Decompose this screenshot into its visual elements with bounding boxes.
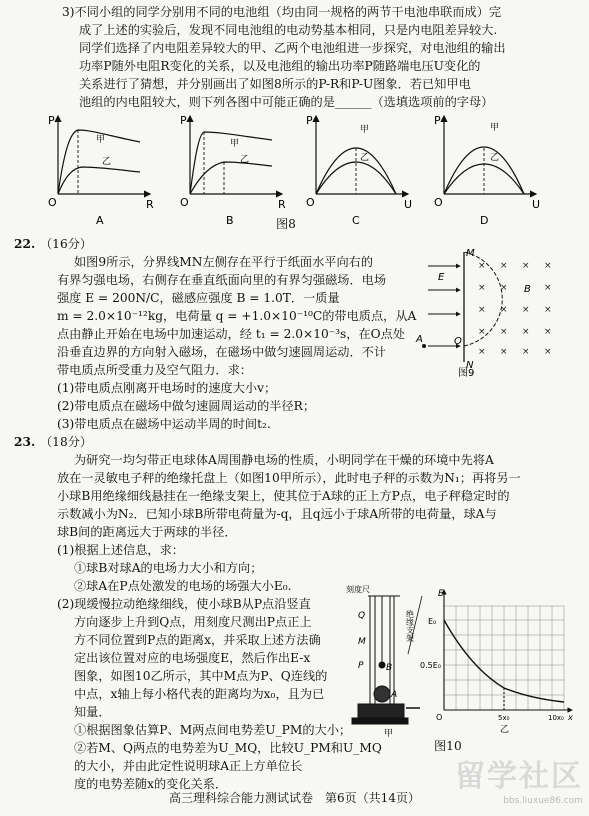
q23-line: 方向逐步上升到Q点，用刻度尺测出P点正上 — [74, 615, 312, 629]
fig9-caption: 图9 — [458, 368, 475, 379]
fig10-yi-grid — [444, 606, 564, 710]
watermark-url: bbs.liuxue86.com — [503, 795, 583, 806]
q23-line: (2)现缓慢拉动绝缘细线，使小球B从P点沿竖直 — [57, 597, 311, 611]
graph-a-curve-label: 甲 — [96, 135, 106, 145]
svg-text:×: × — [544, 347, 552, 357]
q22-line: 如图9所示，分界线MN左侧存在平行于纸面水平向右的 — [74, 255, 374, 269]
q22-score: （16分） — [40, 237, 93, 251]
figure-8 — [30, 112, 550, 230]
figure-8-caption: 图8 — [276, 217, 296, 231]
graph-b — [190, 116, 282, 194]
svg-text:×: × — [500, 305, 508, 315]
graph-b-y-label: P — [180, 114, 187, 127]
q23-part1-a: ①球B对球A的电场力大小和方向； — [74, 561, 263, 575]
svg-text:×: × — [522, 347, 530, 357]
q23-line: 放在一灵敏电子秤的绝缘托盘上（如图10甲所示），此时电子秤的示数为N₁；再将另一 — [57, 471, 521, 485]
fig10-half-e0: 0.5E₀ — [420, 661, 441, 670]
svg-text:×: × — [478, 283, 486, 293]
q23-line: 球B间的距离远大于两球的半径． — [57, 525, 237, 539]
q23-line: 图象，如图10乙所示，其中M点为P、Q连线的 — [74, 669, 328, 683]
q23-line: ①根据图象估算P、M两点间电势差U_PM的大小； — [74, 723, 352, 737]
svg-text:×: × — [522, 305, 530, 315]
q22-line: m = 2.0×10⁻¹²kg，电荷量 q = +1.0×10⁻¹⁰C的带电质点，从A — [57, 309, 417, 323]
q22-line: 沿垂直边界的方向射入磁场，在磁场中做匀速圆周运动．不计 — [57, 345, 387, 359]
q21-line: 成了上述的实验后，发现不同电池组的电动势基本相同，只是内电阻差异较大. — [79, 23, 498, 37]
q22-line: 有界匀强电场，右侧存在垂直纸面向里的有界匀强磁场．电场 — [57, 273, 387, 287]
svg-text:×: × — [544, 305, 552, 315]
fig10-a-label: A — [391, 690, 398, 700]
q23-number: 23. — [14, 435, 36, 449]
q23-line: 小球B用绝缘细线悬挂在一绝缘支架上，使其位于A球的正上方P点，电子秤稳定时的 — [57, 489, 510, 503]
fig10-yi-caption: 乙 — [500, 725, 510, 735]
graph-c-letter: C — [352, 214, 360, 227]
q21-line: 功率P随外电阻R变化的关系，以及电池组的输出功率P随路端电压U变化的 — [79, 59, 481, 73]
q22-item: (1)带电质点刚离开电场时的速度大小v； — [57, 381, 277, 395]
svg-text:×: × — [544, 283, 552, 293]
q22-line: 强度 E = 200N/C，磁感应强度 B = 1.0T．一质量 — [57, 291, 340, 305]
fig10-origin: O — [436, 713, 443, 722]
graph-c-curve-label: 乙 — [360, 153, 370, 163]
q23-line: 的大小，并由此定性说明球A正上方单位长 — [74, 759, 303, 773]
figure-10 — [344, 584, 576, 744]
q21-line: 同学们选择了内电阻差异较大的甲、乙两个电池组进一步探究，对电池组的输出 — [79, 41, 506, 55]
graph-a-origin: O — [48, 196, 57, 209]
graph-c-curve-label: 甲 — [360, 125, 370, 135]
fig10-p-label: P — [358, 661, 364, 671]
q23-line: 示数减小为N₂．已知小球B所带电荷量为-q，且q远小于球A所带的电荷量，球A与 — [57, 507, 497, 521]
svg-text:×: × — [522, 327, 530, 337]
fig10-e0: E₀ — [428, 617, 437, 626]
fig10-jia-caption: 甲 — [384, 729, 394, 739]
graph-a-x-label: R — [146, 198, 154, 211]
fig10-5x0: 5x₀ — [498, 714, 510, 722]
graph-d-curve-label: 甲 — [490, 123, 500, 133]
graph-d-origin: O — [434, 196, 443, 209]
fig10-10x0: 10x₀ — [548, 714, 564, 722]
graph-d-letter: D — [480, 214, 489, 227]
graph-d-curve-label: 乙 — [490, 153, 500, 163]
svg-text:×: × — [500, 261, 508, 271]
svg-text:×: × — [478, 261, 486, 271]
fig9-a-label: A — [416, 334, 423, 345]
svg-text:×: × — [522, 261, 530, 271]
graph-b-curve-label: 甲 — [230, 139, 240, 149]
q21-line: 3)不同小组的同学分别用不同的电池组（均由同一规格的两节干电池串联而成）完 — [62, 5, 502, 19]
figure-9 — [416, 246, 568, 379]
q22-item: (3)带电质点在磁场中运动半周的时间t₂. — [57, 417, 271, 431]
fig10-m-label: M — [358, 637, 366, 647]
graph-d-x-label: U — [532, 198, 541, 211]
fig10-x-axis: x — [568, 713, 573, 722]
graph-a-y-label: P — [48, 114, 55, 127]
fig9-e-label: E — [438, 272, 445, 283]
q22-line: 带电质点所受重力及空气阻力．求： — [57, 363, 252, 377]
graph-b-letter: B — [226, 214, 234, 227]
fig9-n-label: N — [466, 360, 474, 371]
graph-b-origin: O — [180, 196, 189, 209]
graph-b-x-label: R — [278, 198, 286, 211]
svg-text:×: × — [478, 327, 486, 337]
svg-text:×: × — [500, 283, 508, 293]
fig10-q-label: Q — [358, 611, 366, 621]
svg-text:×: × — [478, 347, 486, 357]
svg-text:×: × — [544, 327, 552, 337]
watermark-logo: 留学社区 — [455, 758, 583, 794]
graph-a-curve-label: 乙 — [102, 157, 112, 167]
q23-line: ②若M、Q两点的电势差为U_MQ，比较U_PM和U_MQ — [74, 741, 382, 755]
q23-line: 定出该位置对应的电场强度E，然后作出E-x — [74, 651, 311, 665]
q23-part1-b: ②球A在P点处激发的电场的场强大小E₀. — [74, 579, 292, 593]
q21-line: 池组的内电阻较大，则下列各图中可能正确的是______（选填选项前的字母） — [79, 95, 494, 109]
q22-line: 点由静止开始在电场中加速运动，经 t₁ = 2.0×10⁻³s，在O点处 — [57, 327, 406, 341]
page-footer: 高三理科综合能力测试试卷 第6页（共14页） — [169, 791, 420, 805]
q23-line: 中点，x轴上每小格代表的距离均为x₀，且为已 — [74, 687, 325, 701]
q23-score: （18分） — [40, 435, 93, 449]
q21-line: 关系进行了猜想，并分别画出了如图8所示的P-R和P-U图象．若已知甲电 — [79, 77, 471, 91]
fig9-m-label: M — [466, 248, 475, 259]
q23-line: 为研究一均匀带正电球体A周围静电场的性质，小明同学在干燥的环境中先将A — [74, 453, 494, 467]
figure-10-caption: 图10 — [434, 739, 462, 753]
svg-text:×: × — [500, 347, 508, 357]
fig10-e-axis: E — [438, 589, 444, 599]
watermark — [455, 758, 583, 810]
q23-line: 知量． — [74, 705, 111, 719]
fig10-stand-label: 绝缘支架 — [405, 610, 415, 642]
fig9-o-label: O — [454, 336, 462, 347]
q22-item: (2)带电质点在磁场中做匀速圆周运动的半径R； — [57, 399, 316, 413]
graph-a-letter: A — [96, 214, 104, 227]
curve-yi — [58, 167, 140, 194]
fig10-b-label: B — [386, 663, 393, 673]
q22-number: 22. — [14, 237, 36, 251]
q23-part1-head: (1)根据上述信息，求： — [57, 543, 184, 557]
graph-c-y-label: P — [306, 114, 313, 127]
fig9-b-label: B — [524, 284, 531, 295]
graph-c-x-label: U — [404, 198, 413, 211]
graph-a — [58, 116, 150, 194]
graph-d-y-label: P — [434, 114, 441, 127]
svg-text:×: × — [500, 327, 508, 337]
graph-b-curve-label: 乙 — [240, 155, 250, 165]
q23-line: 度的电势差随x的变化关系． — [74, 777, 228, 791]
fig10-ruler-label: 刻度尺 — [346, 585, 370, 594]
svg-text:×: × — [478, 305, 486, 315]
graph-c-origin: O — [306, 196, 315, 209]
q23-line: 方不同位置到P点的距离x，并采取上述方法确 — [74, 633, 321, 647]
svg-text:×: × — [544, 261, 552, 271]
